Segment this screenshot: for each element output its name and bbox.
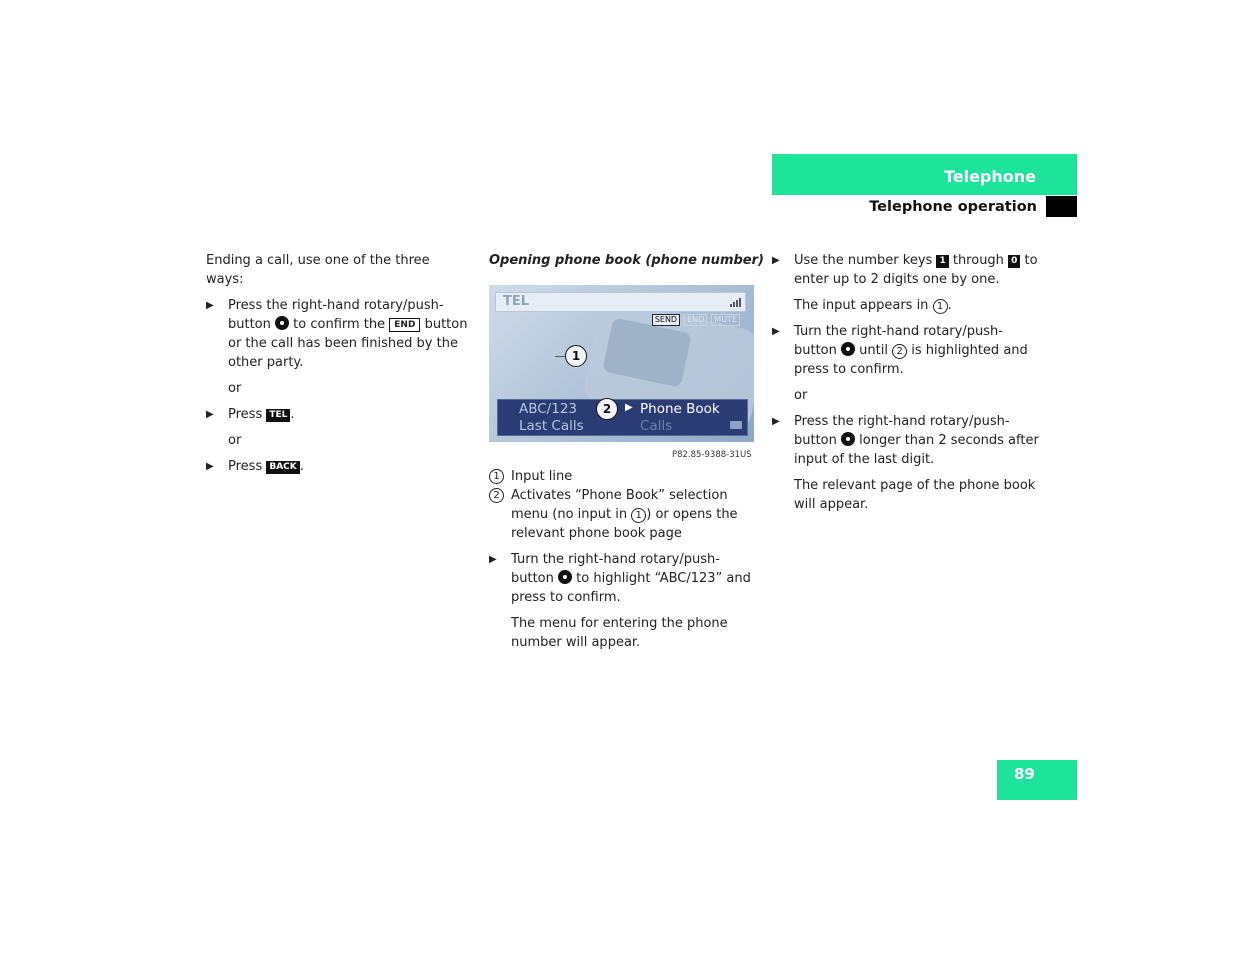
tel-key-icon: TEL [266,409,290,422]
mute-softkey: MUTE [711,314,740,326]
message-icon [730,421,742,429]
figure-code: P82.85-9388-31US [672,450,752,460]
send-softkey: SEND [652,314,680,326]
ref-1: 1 [631,508,646,523]
bullet-triangle-icon: ▶ [206,461,214,472]
column-3 [772,251,1040,521]
menu-phone-book: Phone Book [640,401,720,417]
legend-number-2: 2 [489,488,504,503]
menu-arrow-icon: ▶ [625,402,633,413]
signal-strength-icon [730,297,741,307]
end-key-icon: END [389,318,420,332]
ref-2: 2 [892,344,907,359]
or-text: or [228,433,242,448]
display-illustration [489,285,754,442]
back-key-icon: BACK [266,461,299,474]
section-title: Telephone [943,167,1036,186]
page-number-box [997,760,1077,800]
section-heading: Opening phone book (phone number) [489,253,764,268]
page-number: 89 [1014,765,1035,783]
bullet-triangle-icon: ▶ [772,326,780,337]
menu-abc123: ABC/123 [519,401,578,417]
tel-label: TEL [503,294,530,309]
column-2 [489,467,755,659]
softkeys [652,314,740,326]
step-press-tel: ▶ Press TEL . [206,407,295,422]
rotary-knob-icon [275,316,289,330]
key-0-icon: 0 [1008,255,1020,268]
section-header-bar [772,154,1077,195]
callout-leader-line [555,356,565,357]
bullet-triangle-icon: ▶ [206,409,214,420]
bullet-triangle-icon: ▶ [206,300,214,311]
result-input-appears: The input appears in 1 . [794,298,952,313]
menu-calls: Calls [640,418,673,434]
status-bar [495,292,746,312]
result-phonebook-page: The relevant page of the phone book will appear. [794,478,1036,512]
bullet-triangle-icon: ▶ [772,416,780,427]
step-press-back: ▶ Press BACK . [206,459,304,474]
intro-text: Ending a call, use one of the three ways: [206,253,430,287]
menu-last-calls: Last Calls [519,418,584,434]
legend-item-1: 1 Input line [489,467,755,486]
rotary-knob-icon [841,342,855,356]
bullet-triangle-icon: ▶ [772,255,780,266]
end-softkey: END [684,314,707,326]
rotary-knob-icon [558,570,572,584]
or-text: or [794,388,808,403]
key-1-icon: 1 [936,255,948,268]
callout-1: 1 [565,345,587,367]
callout-2: 2 [596,398,618,420]
step-press-knob-end: ▶ Press the right-hand rotary/push-button to confirm the END button or the call has been finished by the other party. [206,298,468,370]
legend-item-2: 2 Activates “Phone Book” selection menu (no input in 1 ) or opens the relevant phone book page [489,486,755,543]
column-1 [206,251,468,483]
result-text: The menu for entering the phone number will appear. [511,616,728,650]
or-text: or [228,381,242,396]
ref-1: 1 [933,299,948,314]
rotary-knob-icon [841,432,855,446]
menu-bar [497,399,748,436]
step-press-longer: ▶ Press the right-hand rotary/push-button longer than 2 seconds after input of the last digit. [772,414,1039,467]
subsection-marker [1046,196,1077,217]
subsection-title: Telephone operation [869,199,1037,215]
step-turn-until: ▶ Turn the right-hand rotary/push-button until 2 is highlighted and press to confirm. [772,324,1028,377]
legend-number-1: 1 [489,469,504,484]
step-turn-knob: ▶ Turn the right-hand rotary/push-button to highlight “ABC/123” and press to confirm. [489,552,751,605]
step-number-keys: ▶ Use the number keys 1 through 0 to enter up to 2 digits one by one. [772,253,1038,287]
bullet-triangle-icon: ▶ [489,554,497,565]
